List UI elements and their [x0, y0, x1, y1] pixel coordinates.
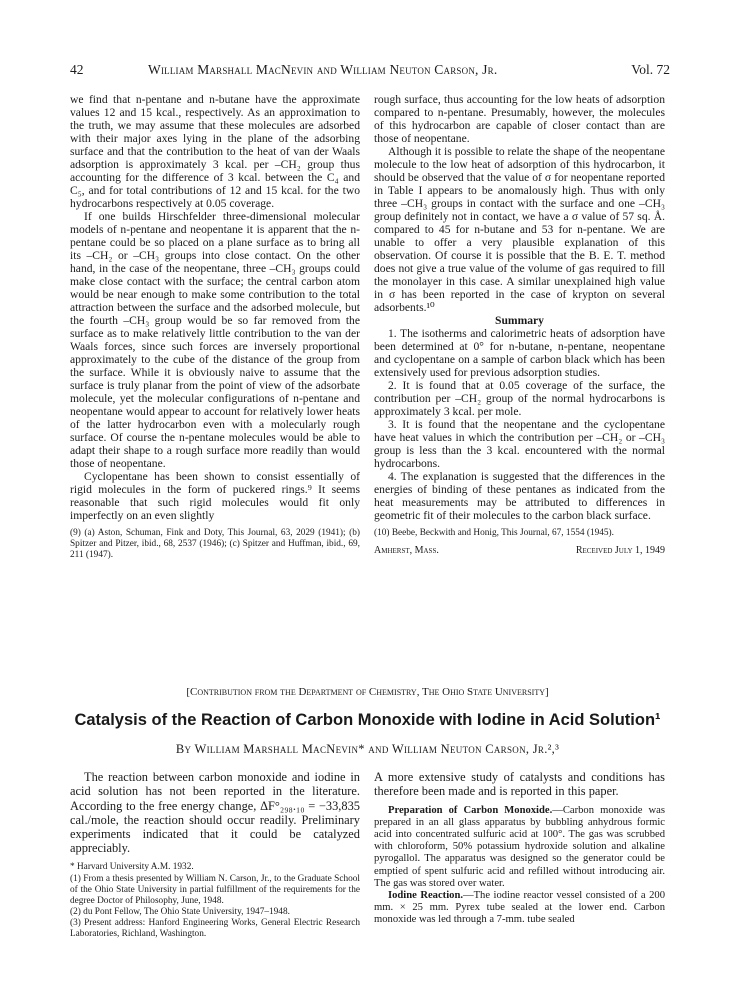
running-head-authors: William Marshall MacNevin and William Neuton Carson, Jr.: [148, 62, 498, 77]
article-byline: By William Marshall MacNevin* and William Neuton Carson, Jr.²,³: [175, 742, 560, 756]
left-column-previous-article: [70, 93, 360, 561]
section-heading: Iodine Reaction.: [388, 890, 463, 902]
place: Amherst, Mass.: [374, 545, 439, 556]
received-date: Received July 1, 1949: [575, 545, 665, 556]
paragraph: A more extensive study of catalysts and conditions has therefore been made and is reported in this paper.: [374, 770, 665, 799]
summary-heading: Summary: [495, 314, 544, 327]
summary-item: 4. The explanation is suggested that the differences in the energies of binding of these pentanes as indicated from the heat measurements may be attributed to differences in geometric fit of their molecules to the carbon black surface.: [374, 470, 665, 522]
paragraph: Although it is possible to relate the shape of the neopentane molecule to the low heat of adsorption of this hydrocarbon, it should be observed that the value of σ for neopentane reported in Table I appears to be anomalously high. Thus with only three –CH₃ groups in contact with the surface and one –CH₃ group definitely not in contact, we have a σ value of 57 sq. Å. compared to 45 for n-butane and 53 for n-pentane. We are unable to offer a very plausible explanation of this observation. Of course it is possible that the B. E. T. method does not give a true value of the volume of gas required to fill the monolayer in this case. A similar unexplained high value in σ has been reported in the case of krypton on several adsorbents.¹⁰: [374, 145, 665, 314]
section-heading: Preparation of Carbon Monoxide.: [388, 804, 553, 816]
paragraph: If one builds Hirschfelder three-dimensional molecular models of n-pentane and neopentane it is apparent that the n-pentane could be so placed on a plane surface as to bring all its –CH₂ or –CH₃ groups into close contact. On the other hand, in the case of the neopentane, three –CH₃ groups could make close contact with the surface; the central carbon atom would be near enough to make some contribution to the total attraction between the surface and the adsorbed molecule, but the fourth –CH₃ group would be so far removed from the surface as to make relatively little contribution to the van der Waals forces, since such forces are inversely proportional approximately to the cube of the distance of the group from the surface. While it is obviously naive to assume that the surface is truly planar from the point of view of the adsorbate molecule, yet the molecular configurations of n-pentane and neopentane would appear to account for relatively lower heats of the latter hydrocarbon even with a molecularly rough surface. Of course the n-pentane molecules would be able to adapt their shape to a rough surface more readily than would those of neopentane.: [70, 210, 360, 470]
paragraph: [374, 890, 665, 927]
contribution-line: [Contribution from the Department of Chemistry, The Ohio State University]: [186, 686, 549, 698]
left-column-new-article: [70, 770, 360, 940]
article-title: Catalysis of the Reaction of Carbon Monoxide with Iodine in Acid Solution¹: [74, 711, 661, 729]
footnote: (9) (a) Aston, Schuman, Fink and Doty, This Journal, 63, 2029 (1941); (b) Spitzer and Pitzer, ibid., 68, 2537 (1946); (c) Spitzer and Huffman, ibid., 69, 211 (1947).: [70, 528, 360, 560]
paragraph: [374, 805, 665, 890]
signature-line: [374, 544, 665, 557]
volume-number: Vol. 72: [631, 62, 670, 77]
right-column-new-article: [374, 770, 665, 927]
footnote: * Harvard University A.M. 1932.: [70, 861, 194, 872]
paragraph: we find that n-pentane and n-butane have the approximate values 12 and 15 kcal., respectively. As an approximation to the truth, we may assume that these molecules are adsorbed with their major axes lying in the plane of the adsorbing surface and that the contribution to the heat of van der Waals adsorption is approximately 3 kcal. per –CH₂ group thus accounting for the difference of 3 kcal. between the C₄ and C₅, and for total contributions of 12 and 15 kcal. for the two hydrocarbons respectively at 0.05 coverage.: [70, 93, 360, 210]
footnote: (1) From a thesis presented by William N. Carson, Jr., to the Graduate School of the Ohio State University in partial fulfillment of the requirements for the degree Doctor of Philosophy, June, 1948.: [70, 873, 360, 906]
page-number: 42: [70, 62, 84, 77]
paragraph: The reaction between carbon monoxide and iodine in acid solution has not been reported in the literature. According to the free energy change, ΔF°₂₉₈.₁₀ = −33,835 cal./mole, the reaction should occur readily. Preliminary experiments indicated that it could be catalyzed appreciably.: [70, 770, 360, 856]
summary-item: 2. It is found that at 0.05 coverage of the surface, the contribution per –CH₂ group of the normal hydrocarbons is approximately 3 kcal. per mole.: [374, 379, 665, 418]
footnote: (2) du Pont Fellow, The Ohio State University, 1947–1948.: [70, 906, 290, 917]
summary-item: 1. The isotherms and calorimetric heats of adsorption have been determined at 0° for n-butane, n-pentane, neopentane and cyclopentane on a sample of carbon black which has been extensively used for previous adsorption studies.: [374, 327, 665, 379]
right-column-previous-article: [374, 93, 665, 557]
paragraph: rough surface, thus accounting for the low heats of adsorption compared to n-pentane. Presumably, however, the molecules of this hydrocarbon are capable of closer contact than are those of neopentane.: [374, 93, 665, 145]
summary-item: 3. It is found that the neopentane and the cyclopentane have heat values in which the contribution per –CH₂ or –CH₃ group is less than the 3 kcal. encountered with the normal hydrocarbons.: [374, 418, 665, 470]
section-text: —The iodine reactor vessel consisted of a 200 mm. × 25 mm. Pyrex tube sealed at the lower end. Carbon monoxide was led through a 7-mm. tube sealed: [374, 890, 665, 926]
running-head: [70, 62, 670, 82]
section-text: —Carbon monoxide was prepared in an all glass apparatus by bubbling anhydrous formic acid into concentrated sulfuric acid at 100°. The gas was scrubbed with chloroform, 50% potassium hydroxide solution and alkaline pyrogallol. The apparatus was designed so the generator could be emptied of spent sulfuric acid and refilled without introducing air. The gas was stored over water.: [374, 804, 665, 889]
footnote: (10) Beebe, Beckwith and Honig, This Journal, 67, 1554 (1945).: [374, 528, 614, 538]
paragraph: Cyclopentane has been shown to consist essentially of rigid molecules in the form of puckered rings.⁹ It seems reasonable that such rigid molecules would fit only imperfectly on an even slightly: [70, 470, 360, 522]
footnote: (3) Present address: Hanford Engineering Works, General Electric Research Laboratories, Richland, Washington.: [70, 917, 360, 939]
